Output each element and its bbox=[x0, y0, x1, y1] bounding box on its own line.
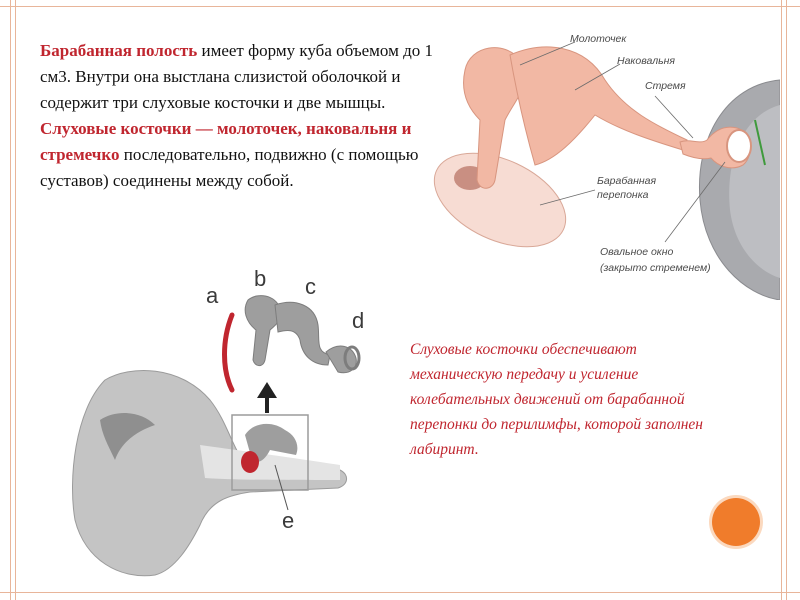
frame-line-bottom bbox=[0, 592, 800, 593]
main-text bbox=[40, 38, 440, 194]
oval-window bbox=[727, 130, 751, 162]
label-oval-window-line1: Овальное окно bbox=[600, 246, 674, 258]
letter-d: d bbox=[352, 308, 365, 333]
label-membrane-line2: перепонка bbox=[597, 189, 649, 201]
frame-line-right-inner bbox=[781, 0, 782, 600]
ear-diagram bbox=[60, 270, 380, 590]
ossicles-term: Слуховые косточки — молоточек, наковальня и стремечко bbox=[40, 119, 412, 164]
ear-canal bbox=[200, 445, 340, 480]
ossicles-note: Слуховые косточки обеспечивают механическую передачу и усиление колебательных движений от барабанной перепонки до перилимфы, которой заполнен лабиринт. bbox=[410, 341, 703, 458]
label-malleus: Молоточек bbox=[570, 33, 627, 45]
cavity-description: имеет форму куба объемом до 1 см3. Внутри она выстлана слизистой оболочкой и содержит три слуховые косточки и две мышцы. bbox=[40, 41, 434, 112]
membrane-a bbox=[225, 315, 233, 390]
letter-c: c bbox=[305, 274, 316, 299]
small-membrane bbox=[241, 451, 259, 473]
cavity-term: Барабанная полость bbox=[40, 41, 198, 60]
frame-line-top bbox=[0, 6, 800, 7]
letter-b: b bbox=[254, 266, 267, 291]
ossicles-description: последовательно, подвижно (с помощью суставов) соединены между собой. bbox=[40, 145, 419, 190]
decorative-circle bbox=[712, 498, 760, 546]
frame-line-left-inner bbox=[15, 0, 16, 600]
arrow-head bbox=[257, 382, 277, 398]
label-stapes: Стремя bbox=[645, 80, 686, 92]
label-oval-window-line2: (закрыто стременем) bbox=[600, 262, 711, 274]
frame-line-left bbox=[10, 0, 11, 600]
letter-e: e bbox=[282, 508, 295, 533]
incus-c bbox=[275, 302, 330, 365]
letter-a: a bbox=[206, 283, 219, 308]
label-membrane-line1: Барабанная bbox=[597, 175, 657, 187]
label-incus: Наковальня bbox=[617, 55, 676, 67]
frame-line-right bbox=[786, 0, 787, 600]
